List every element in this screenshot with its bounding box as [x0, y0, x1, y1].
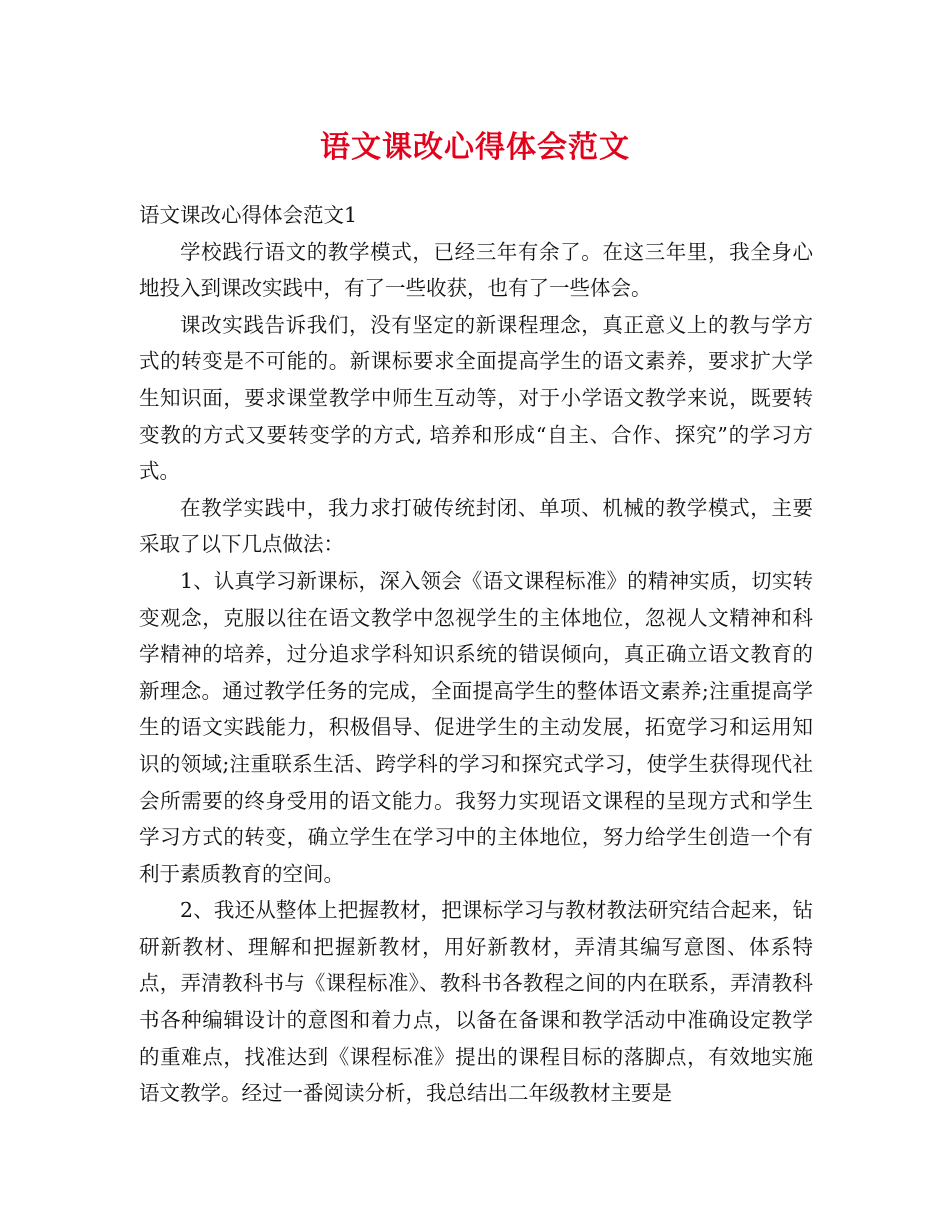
- paragraph-3: 在教学实践中，我力求打破传统封闭、单项、机械的教学模式，主要采取了以下几点做法：: [139, 495, 813, 557]
- paragraph-4: 1、认真学习新课标，深入领会《语文课程标准》的精神实质，切实转变观念，克服以往在语文教学中忽视学生的主体地位，忽视人文精神和科学精神的培养，过分追求学科知识系统的错误倾向，真正确立语文教育的新理念。通过教学任务的完成，全面提高学生的整体语文素养;注重提高学生的语文实践能力，积极倡导、促进学生的主动发展，拓宽学习和运用知识的领域;注重联系生活、跨学科的学习和探究式学习，使学生获得现代社会所需要的终身受用的语文能力。我努力实现语文课程的呈现方式和学生学习方式的转变，确立学生在学习中的主体地位，努力给学生创造一个有利于素质教育的空间。: [139, 568, 813, 886]
- section-heading: 语文课改心得体会范文1: [139, 203, 358, 227]
- paragraph-2: 课改实践告诉我们，没有坚定的新课程理念，真正意义上的教与学方式的转变是不可能的。新课标要求全面提高学生的语文素养，要求扩大学生知识面，要求课堂教学中师生互动等，对于小学语文教学来说，既要转变教的方式又要转变学的方式, 培养和形成“自主、合作、探究”的学习方式。: [139, 312, 813, 484]
- paragraph-5: 2、我还从整体上把握教材，把课标学习与教材教法研究结合起来，钻研新教材、理解和把握新教材，用好新教材，弄清其编写意图、体系特点，弄清教科书与《课程标准》、教科书各教程之间的内在联系，弄清教科书各种编辑设计的意图和着力点，以备在备课和教学活动中准确设定教学的重难点，找准达到《课程标准》提出的课程目标的落脚点，有效地实施语文教学。经过一番阅读分析，我总结出二年级教材主要是: [139, 898, 813, 1106]
- document-title: 语文课改心得体会范文: [320, 130, 630, 165]
- paragraph-1: 学校践行语文的教学模式，已经三年有余了。在这三年里，我全身心地投入到课改实践中，有了一些收获，也有了一些体会。: [139, 239, 813, 301]
- document-body: [139, 197, 813, 1112]
